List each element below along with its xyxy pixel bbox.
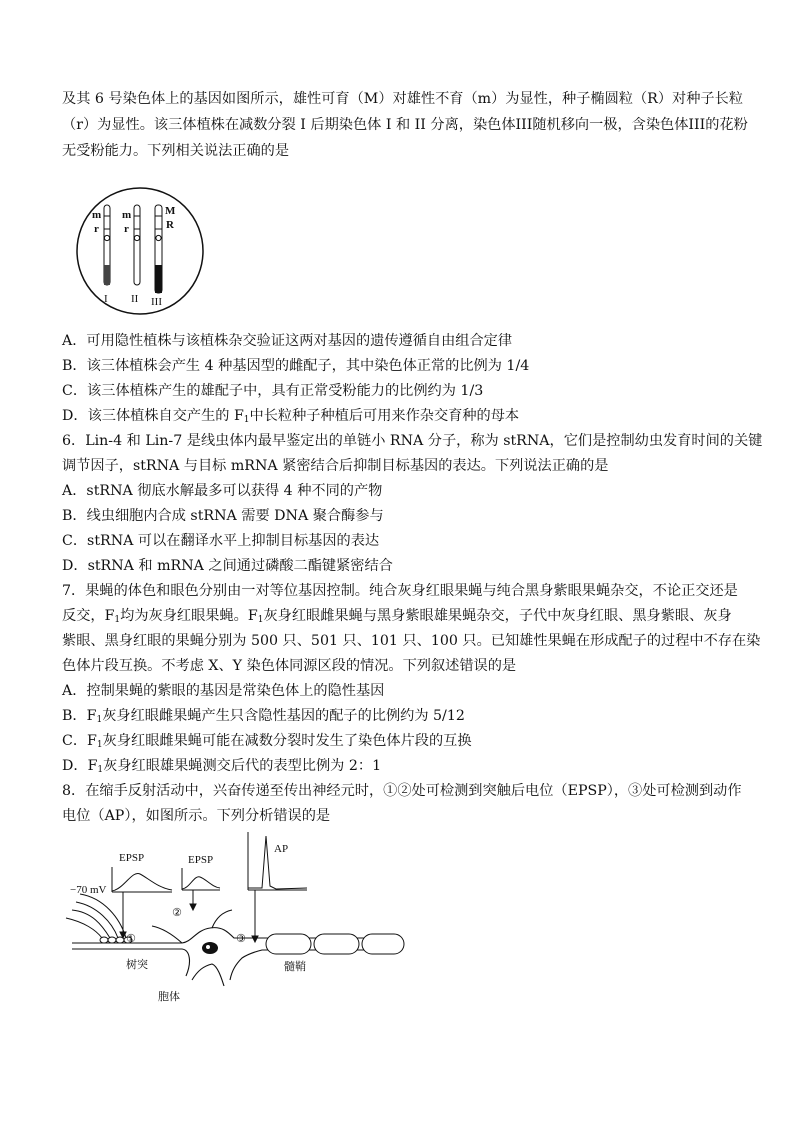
chromosome-3 [151,205,176,308]
q6-option-d: D．stRNA 和 mRNA 之间通过磷酸二酯键紧密结合 [62,558,393,574]
epsp1-label: EPSP [119,852,145,864]
epsp2-label: EPSP [188,854,214,866]
chrom1-gene-m: m [92,209,102,221]
chrom2-label: II [131,293,139,305]
q5-option-b: B．该三体植株会产生 4 种基因型的雌配子，其中染色体正常的比例为 1/4 [62,358,530,374]
q6-option-b: B．线虫细胞内合成 stRNA 需要 DNA 聚合酶参与 [62,508,384,524]
epsp-graph-1 [70,852,172,896]
q7-stem-line-4: 色体片段互换。不考虑 X、Y 染色体同源区段的情况。下列叙述错误的是 [62,658,517,674]
q5-stem-line-3: 无受粉能力。下列相关说法正确的是 [62,143,290,159]
q5-option-a: A．可用隐性植株与该植株杂交验证这两对基因的遗传遵循自由组合定律 [62,333,513,349]
q7-stem-line-3: 紫眼、黑身红眼的果蝇分别为 500 只、501 只、101 只、100 只。已知雄性果蝇在形成配子的过程中不存在染 [62,633,761,649]
q8-stem-line-2: 电位（AP），如图所示。下列分析错误的是 [62,808,331,824]
chrom1-label: I [104,293,108,305]
soma-label: 胞体 [158,990,180,1003]
q6-stem-line-1: 6．Lin-4 和 Lin-7 是线虫体内最早鉴定出的单链小 RNA 分子，称为 stRNA，它们是控制幼虫发育时间的关键 [62,433,763,449]
q7-stem-line-2: 反交，$F_1$均为灰身红眼果蝇。$F_1$灰身红眼雌果蝇与黑身紫眼雄果蝇杂交，子代中灰身红眼、黑身紫眼、灰身 [62,608,732,625]
q7-option-c: C．$F_1$灰身红眼雌果蝇可能在减数分裂时发生了染色体片段的互换 [62,733,472,750]
voltage-label: −70 mV [70,884,107,896]
q5-stem-line-2: （r）为显性。该三体植株在减数分裂 I 后期染色体 I 和 II 分离，染色体III随机移向一极，含染色体III的花粉 [62,117,748,133]
myelin-label: 髓鞘 [284,960,306,973]
epsp-graph-2 [182,854,220,890]
neuron-figure [62,830,412,1005]
site-1-label: ① [126,932,136,945]
ap-label: AP [274,843,289,855]
q7-option-a: A．控制果蝇的紫眼的基因是常染色体上的隐性基因 [62,683,385,699]
chrom3-label: III [151,296,162,308]
chrom2-gene-r: r [124,223,129,235]
chrom3-gene-M: M [165,205,176,217]
q7-stem-line-1: 7．果蝇的体色和眼色分别由一对等位基因控制。纯合灰身红眼果蝇与纯合黑身紫眼果蝇杂交，不论正交还是 [62,583,738,599]
chromosome-figure [70,183,210,318]
ap-graph [248,832,307,890]
myelin-sheath [266,934,404,954]
q6-stem-line-2: 调节因子，stRNA 与目标 mRNA 紧密结合后抑制目标基因的表达。下列说法正确的是 [62,458,609,474]
chrom1-gene-r: r [94,223,99,235]
q8-stem-line-1: 8．在缩手反射活动中，兴奋传递至传出神经元时，①②处可检测到突触后电位（EPSP），③处可检测到动作 [62,783,742,799]
q5-option-d: D．该三体植株自交产生的 $F_1$中长粒种子种植后可用来作杂交育种的母本 [62,408,520,425]
site-2-label: ② [172,906,182,919]
chrom3-gene-R: R [166,219,174,231]
q7-option-b: B．$F_1$灰身红眼雌果蝇产生只含隐性基因的配子的比例约为 5/12 [62,708,465,725]
dendrite-label: 树突 [126,958,148,971]
q5-stem-line-1: 及其 6 号染色体上的基因如图所示，雄性可育（M）对雄性不育（m）为显性，种子椭圆粒（R）对种子长粒 [62,91,743,107]
q6-option-c: C．stRNA 可以在翻译水平上抑制目标基因的表达 [62,533,380,549]
chrom2-gene-m: m [122,209,132,221]
site-3-label: ③ [236,932,246,945]
q7-option-d: D．$F_1$灰身红眼雄果蝇测交后代的表型比例为 2：1 [62,758,382,775]
nucleus [202,942,218,954]
q6-option-a: A．stRNA 彻底水解最多可以获得 4 种不同的产物 [62,483,383,499]
q5-option-c: C．该三体植株产生的雄配子中，具有正常受粉能力的比例约为 1/3 [62,383,484,399]
chromosome-1 [92,205,110,305]
chromosome-2 [122,205,140,305]
